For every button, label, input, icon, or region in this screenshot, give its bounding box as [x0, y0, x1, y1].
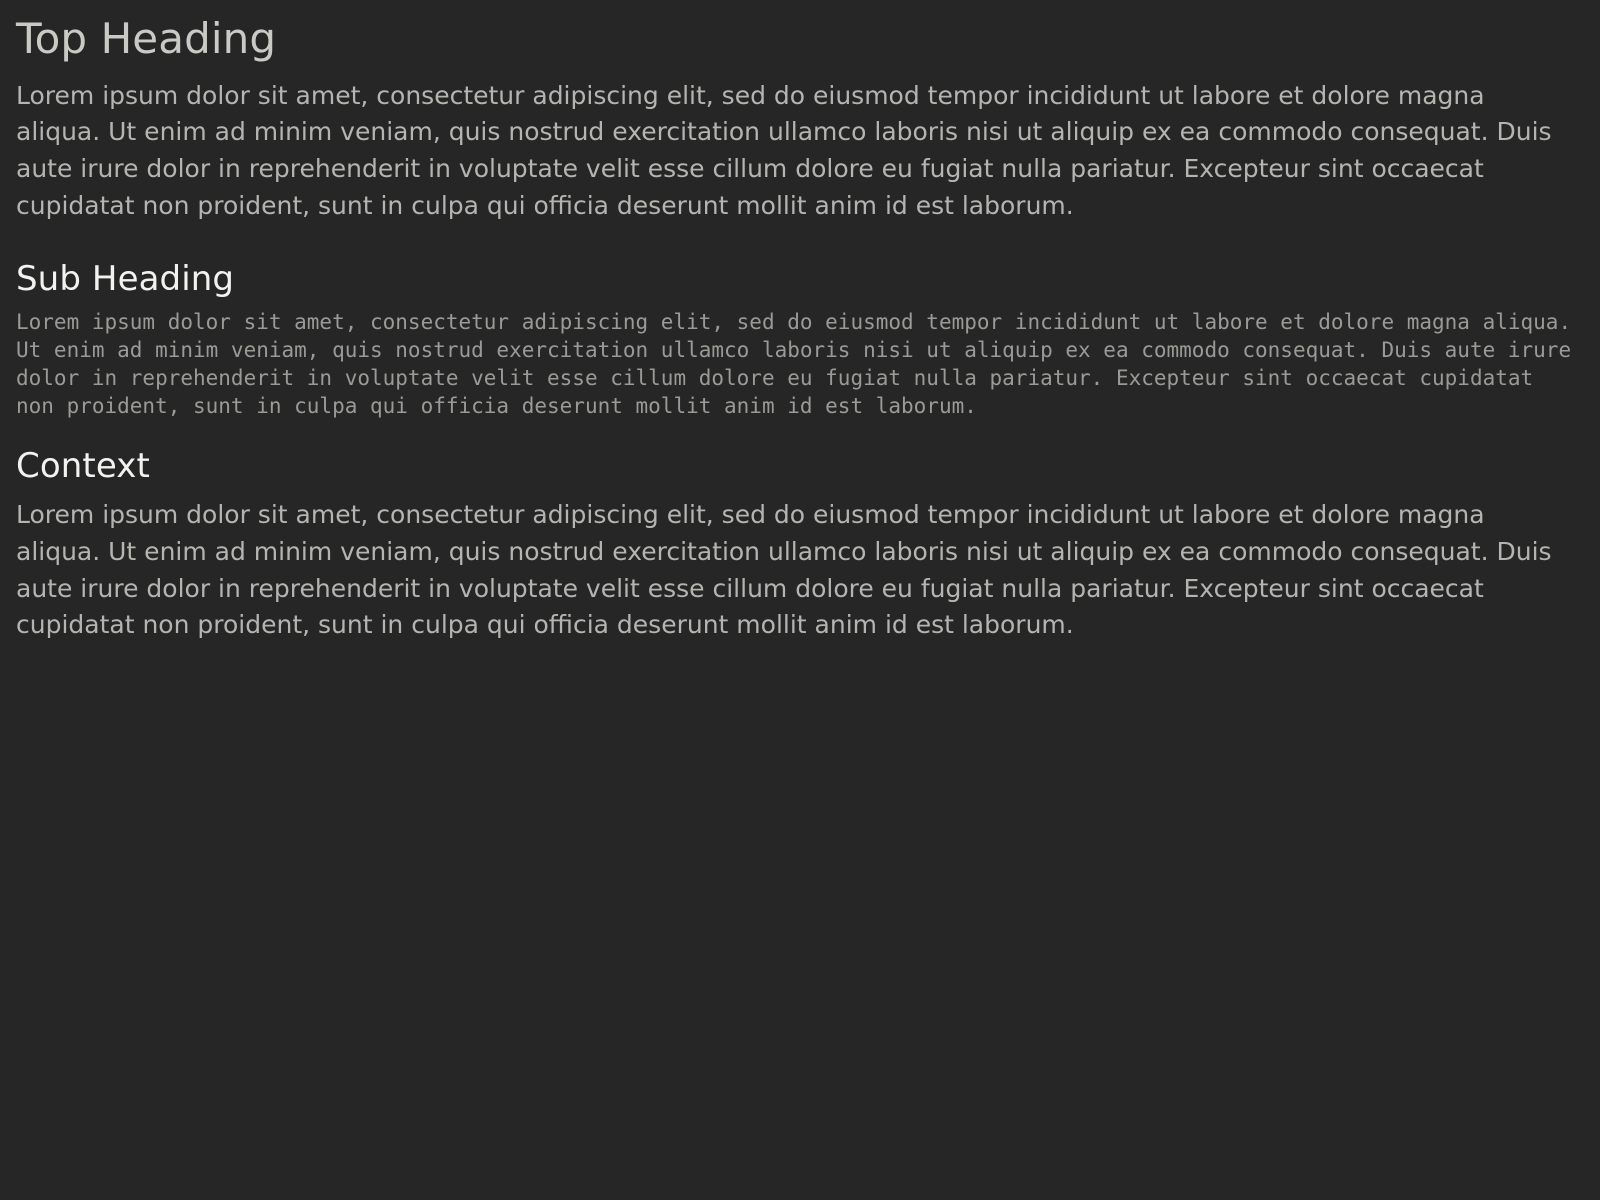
page-title: Top Heading — [16, 14, 277, 63]
section-divider-spacer — [16, 225, 1584, 259]
section-divider-spacer-2 — [16, 420, 1584, 446]
sub-heading-title: Sub Heading — [16, 258, 235, 299]
section-top-heading — [16, 14, 1584, 225]
sub-heading-paragraph: Lorem ipsum dolor sit amet, consectetur adipiscing elit, sed do eiusmod tempor incididunt ut labore et dolore magna aliqua. Ut enim ad minim veniam, quis nostrud exercitation ullamco laboris nisi ut aliquip ex ea commodo consequat. Duis aute irure dolor in reprehenderit in voluptate velit esse cillum dolore eu fugiat nulla pariatur. Excepteur sint occaecat cupidatat non proident, sunt in culpa qui officia deserunt mollit anim id est laborum. — [16, 310, 1584, 418]
top-heading-paragraph: Lorem ipsum dolor sit amet, consectetur adipiscing elit, sed do eiusmod tempor incididunt ut labore et dolore magna aliqua. Ut enim ad minim veniam, quis nostrud exercitation ullamco laboris nisi ut aliquip ex ea commodo consequat. Duis aute irure dolor in reprehenderit in voluptate velit esse cillum dolore eu fugiat nulla pariatur. Excepteur sint occaecat cupidatat non proident, sunt in culpa qui officia deserunt mollit anim id est laborum. — [16, 80, 1552, 220]
section-context — [16, 446, 1584, 644]
context-paragraph: Lorem ipsum dolor sit amet, consectetur adipiscing elit, sed do eiusmod tempor incididunt ut labore et dolore magna aliqua. Ut enim ad minim veniam, quis nostrud exercitation ullamco laboris nisi ut aliquip ex ea commodo consequat. Duis aute irure dolor in reprehenderit in voluptate velit esse cillum dolore eu fugiat nulla pariatur. Excepteur sint occaecat cupidatat non proident, sunt in culpa qui officia deserunt mollit anim id est laborum. — [16, 500, 1552, 640]
section-sub-heading — [16, 259, 1584, 421]
page-bottom-spacer — [16, 644, 1584, 1064]
context-heading-title: Context — [16, 446, 150, 487]
